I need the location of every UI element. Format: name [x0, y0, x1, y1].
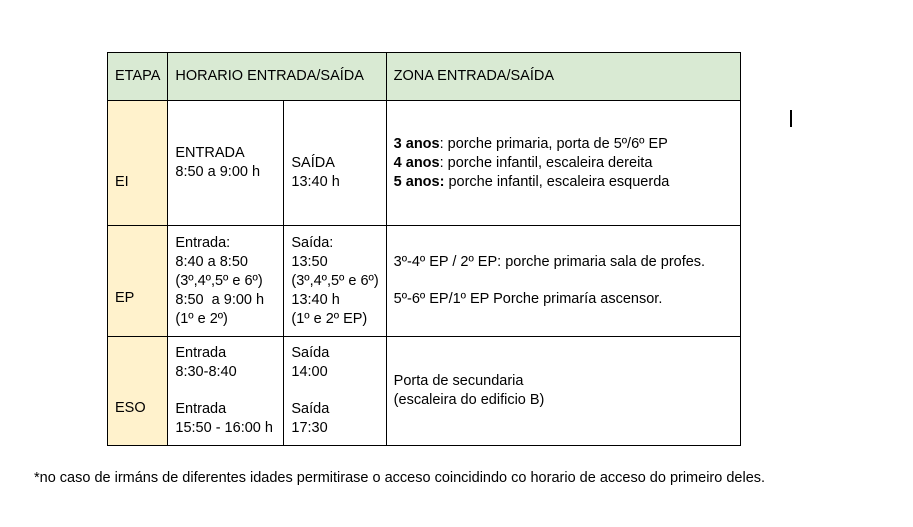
zona-line	[394, 135, 733, 154]
entrada-line: 8:50 a 9:00 h	[175, 164, 261, 180]
entrada-line: 8:40 a 8:50	[175, 253, 248, 270]
saida-line: (3º,4º,5º e 6º)	[291, 272, 379, 289]
entrada-line: 8:50 a 9:00 h	[175, 291, 265, 308]
etapa-label: EI	[115, 174, 129, 190]
saida-cell-ei	[284, 101, 386, 226]
saida-line: (1º e 2º EP)	[291, 310, 368, 327]
zona-cell-ei	[386, 101, 740, 226]
footnote: *no caso de irmáns de diferentes idades permitirase o acceso coincidindo co horario de acceso do primeiro deles.	[34, 470, 766, 486]
saida-line: Saída	[291, 345, 330, 361]
etapa-cell-eso	[108, 337, 168, 446]
zona-age-label: 5 anos:	[393, 173, 445, 190]
entrada-line: ENTRADA	[175, 145, 245, 161]
etapa-cell-ep	[108, 226, 168, 337]
zona-cell-eso	[386, 337, 740, 446]
entrada-line: 8:30-8:40	[175, 364, 237, 380]
entrada-line: 15:50 - 16:00 h	[175, 420, 273, 436]
saida-cell-eso	[284, 337, 386, 446]
zona-line	[394, 154, 733, 173]
saida-line: 13:40 h	[291, 291, 340, 308]
zona-age-label: 3 anos	[393, 135, 440, 152]
entrada-line: Entrada:	[175, 234, 231, 251]
zona-line: (escaleira do edificio B)	[393, 392, 545, 408]
saida-line: 14:00	[291, 364, 328, 380]
zona-age-label: 4 anos	[393, 154, 440, 171]
saida-line: Saída:	[291, 234, 334, 251]
zona-text: porche infantil, escaleira esquerda	[444, 173, 670, 190]
zona-text: : porche primaria, porta de 5º/6º EP	[439, 135, 668, 152]
table-row-eso	[108, 337, 741, 446]
zona-text: : porche infantil, escaleira dereita	[439, 154, 653, 171]
saida-line: Saída	[291, 401, 330, 417]
saida-cell-ep	[284, 226, 386, 337]
zona-line	[394, 173, 733, 192]
saida-line: 17:30	[291, 420, 328, 436]
entrada-cell-eso	[168, 337, 284, 446]
header-horario: HORARIO ENTRADA/SAÍDA	[168, 53, 386, 101]
zona-line: 5º-6º EP/1º EP Porche primaría ascensor.	[393, 291, 663, 307]
entrada-line: Entrada	[175, 401, 227, 417]
table-row-ep	[108, 226, 741, 337]
entrada-line: (3º,4º,5º e 6º)	[175, 272, 263, 289]
entrada-cell-ei	[168, 101, 284, 226]
etapa-label: EP	[115, 290, 135, 306]
entrada-line: Entrada	[175, 345, 227, 361]
saida-line: SAÍDA	[291, 155, 335, 171]
header-zona: ZONA ENTRADA/SAÍDA	[386, 53, 740, 101]
zona-line: Porta de secundaria	[393, 373, 524, 389]
header-row	[108, 53, 741, 101]
etapa-cell-ei	[108, 101, 168, 226]
saida-line: 13:50	[291, 253, 328, 270]
entrada-line: (1º e 2º)	[175, 310, 228, 327]
table-row-ei	[108, 101, 741, 226]
table-edge-mark	[790, 110, 792, 127]
entrada-cell-ep	[168, 226, 284, 337]
etapa-label: ESO	[115, 400, 146, 416]
saida-line: 13:40 h	[291, 174, 340, 190]
zona-line: 3º-4º EP / 2º EP: porche primaria sala de profes.	[393, 254, 706, 270]
zona-cell-ep	[386, 226, 740, 337]
header-etapa: ETAPA	[108, 53, 168, 101]
schedule-table	[107, 52, 741, 446]
